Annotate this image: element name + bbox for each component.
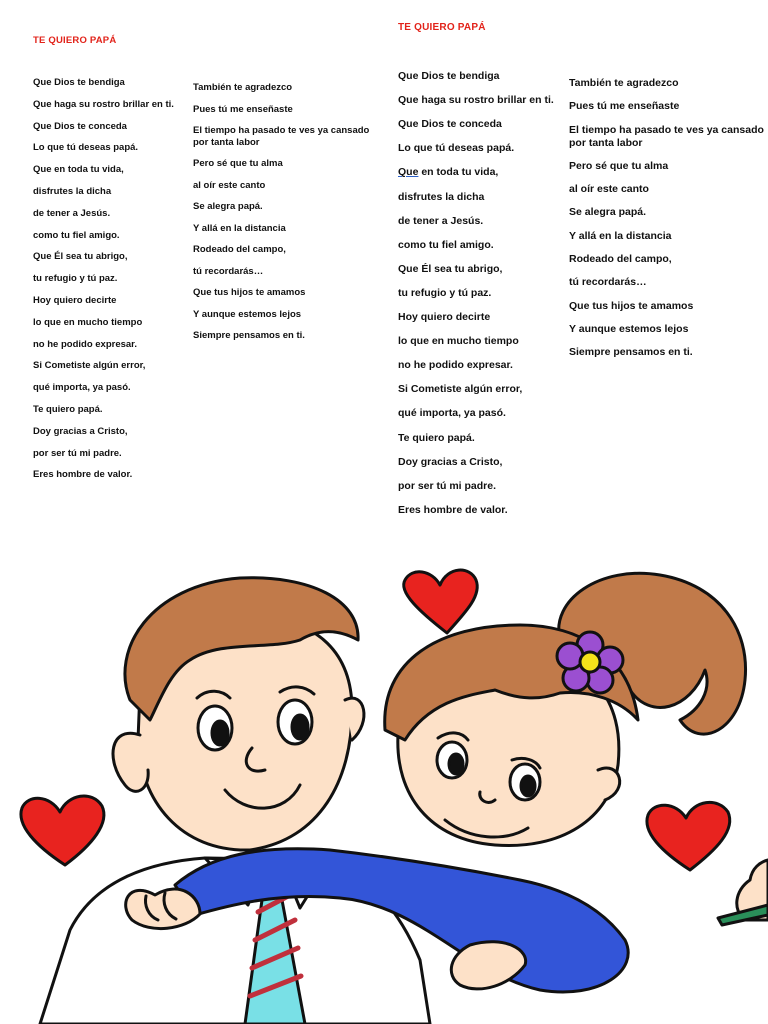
poem-line: no he podido expresar.	[398, 359, 513, 372]
poem-line: por ser tú mi padre.	[398, 479, 497, 492]
poem-line: por ser tú mi padre.	[33, 447, 122, 459]
heart-icon	[21, 796, 104, 865]
poem-line: Si Cometiste algún error,	[398, 383, 523, 396]
poem-line: Que haga su rostro brillar en ti.	[33, 98, 174, 110]
poem-line: de tener a Jesús.	[33, 207, 111, 219]
poem-line: Que Él sea tu abrigo,	[398, 262, 503, 275]
poem-line: Lo que tú deseas papá.	[33, 142, 139, 154]
poem-line: Te quiero papá.	[33, 404, 103, 415]
poem-line: El tiempo ha pasado te ves ya cansado por tanta labor	[569, 123, 764, 149]
poem-line: Doy gracias a Cristo,	[398, 455, 503, 468]
poem-line: Eres hombre de valor.	[398, 503, 508, 516]
poem-line: Rodeado del campo,	[193, 244, 286, 256]
poem-line: tú recordarás…	[569, 276, 647, 289]
poem-line: Y allá en la distancia	[193, 222, 286, 234]
poem-line: Si Cometiste algún error,	[33, 360, 146, 372]
heart-icon	[404, 570, 478, 633]
left-poem-title: TE QUIERO PAPÁ	[33, 35, 117, 46]
poem-line: Pues tú me enseñaste	[569, 100, 680, 113]
poem-line: Que Dios te bendiga	[33, 77, 125, 88]
poem-line: Pero sé que tu alma	[193, 158, 283, 170]
poem-line: Que haga su rostro brillar en ti.	[398, 94, 554, 107]
poem-line: Y aunque estemos lejos	[569, 322, 689, 335]
poem-line: disfrutes la dicha	[398, 190, 485, 203]
poem-line: tu refugio y tú paz.	[398, 286, 492, 299]
poem-line: tú recordarás…	[193, 265, 264, 277]
poem-line: El tiempo ha pasado te ves ya cansado por tanta labor	[193, 125, 370, 148]
poem-line: Pero sé que tu alma	[569, 159, 669, 172]
poem-line: Y aunque estemos lejos	[193, 308, 302, 320]
poem-line: Hoy quiero decirte	[398, 311, 491, 323]
poem-line: como tu fiel amigo.	[398, 238, 494, 251]
poem-line: Te quiero papá.	[398, 431, 475, 444]
poem-line: Que Dios te conceda	[33, 120, 127, 132]
poem-line: Se alegra papá.	[569, 206, 647, 219]
poem-line: tu refugio y tú paz.	[33, 273, 118, 285]
poem-line: Lo que tú deseas papá.	[398, 142, 515, 155]
poem-line: qué importa, ya pasó.	[398, 407, 506, 420]
father-daughter-illustration	[0, 540, 768, 1024]
heart-icon	[647, 802, 730, 870]
poem-line: Que en toda tu vida,	[33, 164, 124, 176]
right-poem-title: TE QUIERO PAPÁ	[398, 22, 486, 33]
poem-line: Que Dios te bendiga	[398, 70, 500, 82]
poem-line: Que tus hijos te amamos	[569, 299, 694, 312]
pen-icon	[718, 860, 768, 925]
poem-line: como tu fiel amigo.	[33, 229, 120, 241]
poem-line: Hoy quiero decirte	[33, 295, 117, 306]
poem-line: Doy gracias a Cristo,	[33, 425, 128, 437]
poem-line: Que Él sea tu abrigo,	[33, 251, 128, 263]
poem-line: Y allá en la distancia	[569, 229, 672, 242]
poem-line: al oír este canto	[569, 183, 649, 195]
poem-line: Se alegra papá.	[193, 201, 263, 213]
poem-line: También te agradezco	[569, 77, 679, 89]
poem-line: Siempre pensamos en ti.	[569, 346, 693, 359]
poem-line: lo que en mucho tiempo	[398, 335, 519, 348]
poem-line: lo que en mucho tiempo	[33, 316, 143, 328]
poem-line: disfrutes la dicha	[33, 186, 112, 197]
poem-line: Que en toda tu vida,	[398, 166, 499, 179]
poem-line: al oír este canto	[193, 179, 266, 191]
poem-line: Que Dios te conceda	[398, 118, 502, 131]
poem-line: Que tus hijos te amamos	[193, 287, 306, 299]
poem-line: qué importa, ya pasó.	[33, 382, 131, 394]
poem-line: no he podido expresar.	[33, 338, 137, 350]
poem-line: También te agradezco	[193, 82, 293, 93]
poem-line: Eres hombre de valor.	[33, 469, 133, 481]
poem-line: Rodeado del campo,	[569, 252, 672, 265]
poem-line: de tener a Jesús.	[398, 214, 484, 227]
poem-line: Pues tú me enseñaste	[193, 103, 293, 115]
poem-line: Siempre pensamos en ti.	[193, 330, 305, 342]
